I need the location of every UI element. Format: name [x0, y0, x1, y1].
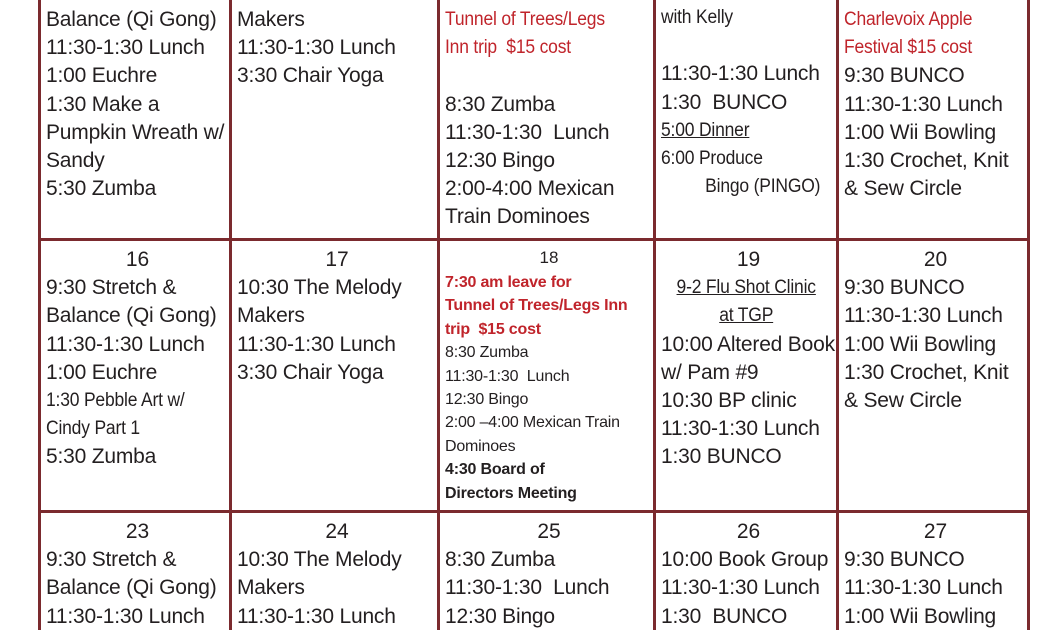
- event-text: & Sew Circle: [844, 389, 962, 413]
- day-cell: [232, 0, 437, 238]
- event-text: 11:30-1:30 Lunch: [445, 120, 610, 144]
- event-text: 11:30-1:30 Lunch: [661, 417, 820, 441]
- date-number: 27: [923, 520, 948, 543]
- event-text: 1:30 Crochet, Knit: [844, 360, 1009, 384]
- event-text: 2:00 –4:00 Mexican Train: [445, 414, 620, 432]
- event-text: 3:30 Chair Yoga: [237, 64, 384, 88]
- flu-clinic-event: 9-2 Flu Shot Clinic: [676, 277, 816, 299]
- event-text: 11:30-1:30 Lunch: [237, 332, 396, 356]
- day-cell: [440, 513, 653, 630]
- event-text: 1:00 Wii Bowling: [844, 332, 997, 356]
- event-text: 11:30-1:30 Lunch: [844, 576, 1003, 600]
- event-text: 11:30-1:30 Lunch: [46, 604, 205, 628]
- trip-event: Tunnel of Trees/Legs: [445, 9, 605, 30]
- meeting-event: 4:30 Board of: [445, 461, 545, 479]
- event-text: Pumpkin Wreath w/: [46, 120, 225, 144]
- event-text: 1:30 BUNCO: [661, 445, 782, 469]
- event-text: 1:00 Wii Bowling: [844, 120, 997, 144]
- event-text: 10:30 The Melody: [237, 276, 402, 300]
- event-text: 9:30 Stretch &: [46, 276, 177, 300]
- date-number: 16: [125, 248, 150, 271]
- craft-event: 1:30 Pebble Art w/: [46, 390, 185, 412]
- day-cell: [232, 241, 437, 510]
- event-text: Balance (Qi Gong): [46, 8, 217, 31]
- event-text: 1:00 Euchre: [46, 64, 158, 88]
- event-text: 5:30 Zumba: [46, 177, 157, 201]
- day-cell: [41, 0, 229, 238]
- event-text: 8:30 Zumba: [445, 548, 556, 572]
- event-text: 9:30 BUNCO: [844, 548, 965, 572]
- event-text: Makers: [237, 576, 305, 600]
- day-cell: [41, 513, 229, 630]
- date-number: 23: [125, 520, 150, 543]
- event-text: 11:30-1:30 Lunch: [661, 62, 820, 86]
- event-text: Train Dominoes: [445, 205, 590, 229]
- day-cell: [41, 241, 229, 510]
- event-text: 11:30-1:30 Lunch: [844, 304, 1003, 328]
- event-text: 1:30 Crochet, Knit: [844, 149, 1009, 173]
- craft-event: Cindy Part 1: [46, 418, 140, 440]
- event-text: 12:30 Bingo: [445, 391, 529, 409]
- date-number: 24: [325, 520, 349, 543]
- bingo-event: 6:00 Produce: [661, 148, 763, 170]
- day-cell: [839, 513, 1027, 630]
- trip-event: Charlevoix Apple: [844, 9, 973, 30]
- event-text: with Kelly: [661, 7, 733, 28]
- event-text: 10:00 Altered Book: [661, 332, 835, 356]
- event-text: 9:30 BUNCO: [844, 276, 965, 300]
- event-text: 11:30-1:30 Lunch: [445, 367, 570, 385]
- event-text: 1:30 BUNCO: [661, 90, 788, 114]
- event-text: Makers: [237, 304, 305, 328]
- event-text: Dominoes: [445, 437, 516, 455]
- event-text: 5:30 Zumba: [46, 445, 157, 469]
- event-text: 1:30 BUNCO: [661, 604, 788, 628]
- trip-event: Tunnel of Trees/Legs Inn: [445, 297, 628, 315]
- event-text: 1:00 Wii Bowling: [844, 604, 997, 628]
- event-text: 8:30 Zumba: [445, 344, 529, 362]
- trip-event: 7:30 am leave for: [445, 274, 572, 291]
- event-text: & Sew Circle: [844, 177, 962, 201]
- event-text: [661, 32, 836, 60]
- meeting-event: Directors Meeting: [445, 484, 577, 502]
- event-text: Balance (Qi Gong): [46, 576, 217, 600]
- trip-event: Inn trip $15 cost: [445, 37, 571, 59]
- bingo-event: Bingo (PINGO): [705, 176, 821, 198]
- event-text: 11:30-1:30 Lunch: [661, 576, 820, 600]
- event-text: 1:30 Make a: [46, 92, 160, 116]
- flu-clinic-event: at TGP: [719, 305, 774, 327]
- event-text: 1:00 Euchre: [46, 360, 158, 384]
- day-cell: [839, 241, 1027, 510]
- dinner-event: 5:00 Dinner: [661, 119, 750, 141]
- event-text: 2:00-4:00 Mexican: [445, 177, 615, 201]
- event-text: 8:30 Zumba: [445, 92, 556, 116]
- day-cell: [232, 513, 437, 630]
- event-text: 11:30-1:30 Lunch: [844, 92, 1003, 116]
- trip-event: trip $15 cost: [445, 320, 541, 338]
- event-text: w/ Pam #9: [661, 360, 759, 384]
- event-text: 9:30 BUNCO: [844, 64, 965, 88]
- event-text: 3:30 Chair Yoga: [237, 360, 384, 384]
- trip-event: Festival $15 cost: [844, 37, 973, 59]
- date-number: 20: [923, 248, 948, 271]
- date-number: 25: [537, 520, 561, 543]
- day-cell: [440, 0, 653, 238]
- event-text: 11:30-1:30 Lunch: [46, 36, 205, 60]
- event-text: Balance (Qi Gong): [46, 304, 217, 328]
- event-text: Sandy: [46, 149, 105, 173]
- event-text: 11:30-1:30 Lunch: [46, 332, 205, 356]
- day-cell: [656, 513, 836, 630]
- day-cell: [440, 241, 653, 510]
- event-text: 11:30-1:30 Lunch: [237, 36, 396, 60]
- date-number: 17: [325, 248, 349, 271]
- date-number: 19: [736, 248, 761, 271]
- event-text: 10:00 Book Group: [661, 548, 829, 572]
- event-text: Makers: [237, 8, 305, 31]
- event-text: 10:30 BP clinic: [661, 389, 797, 413]
- event-text: [445, 62, 653, 90]
- event-text: 12:30 Bingo: [445, 149, 555, 173]
- event-text: 10:30 The Melody: [237, 548, 402, 572]
- event-text: 11:30-1:30 Lunch: [237, 604, 396, 628]
- event-text: 11:30-1:30 Lunch: [445, 576, 610, 600]
- day-cell: [839, 0, 1027, 238]
- date-number: 26: [736, 520, 761, 543]
- event-text: 12:30 Bingo: [445, 604, 555, 628]
- day-cell: [656, 241, 836, 510]
- date-number: 18: [539, 248, 559, 267]
- day-cell: [656, 0, 836, 238]
- grid-line: [1027, 0, 1030, 630]
- event-text: 9:30 Stretch &: [46, 548, 177, 572]
